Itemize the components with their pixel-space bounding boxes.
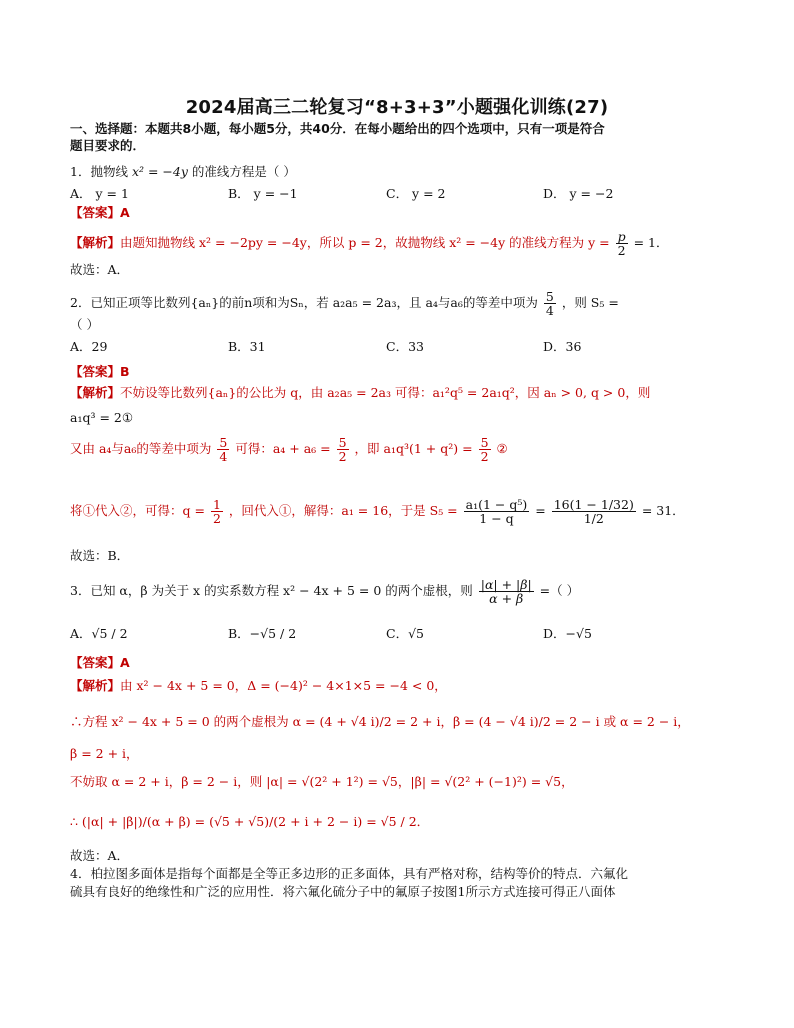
q2-a4-big-n: 16(1 − 1/32) [553,497,634,512]
q2-a4-frac2-n: a₁(1 − q⁵) [465,497,528,512]
q2-a3-fraction3 [479,436,491,463]
q3-stem [70,578,579,605]
q3-option-c: C．√5 [386,626,424,641]
q2-analysis-line3 [70,436,508,463]
q3-frac-d: α + β [489,591,524,607]
q2-a3-fraction2 [337,436,349,463]
q2-answer: 【答案】B [70,364,130,379]
q1-analysis-tag: 【解析】 [70,235,121,251]
q2-a3-frac2-d: 2 [338,449,347,465]
q1-frac-denominator: 2 [617,243,626,259]
q2-stem-line2: （ ） [70,317,99,332]
q3-analysis-line3: β = 2 + i， [70,746,139,761]
q3-analysis-line5: ∴ (|α| + |β|)/(α + β) = (√5 + √5)/(2 + i + 2 − i) = √5 / 2． [70,814,430,829]
q2-a3-text: 又由 a₄与a₆的等差中项为 [70,441,212,457]
q2-a3-frac3-n: 5 [480,435,489,450]
q2-a3-frac-d: 4 [219,449,228,465]
q3-analysis-line2: ∴方程 x² − 4x + 5 = 0 的两个虚根为 α = (4 + √4 i)/2 = 2 + i，β = (4 − √4 i)/2 = 2 − i 或 α = 2 − i， [70,714,690,729]
q1-stem [70,164,296,180]
q3-option-d: D．−√5 [543,626,592,641]
q2-stem-fraction [544,290,556,317]
q2-a4-fraction2 [464,498,530,525]
q3-analysis-text1: 由 x² − 4x + 5 = 0，Δ = (−4)² − 4×1×5 = −4 < 0， [120,678,447,693]
q2-a4-end: = 31． [641,503,685,519]
q2-stem [70,290,619,317]
q2-a4-big-d: 1/2 [583,511,604,527]
q1-option-d: D． y = −2 [543,186,614,201]
q2-analysis-line4 [70,498,685,525]
q1-analysis-end: = 1． [633,235,669,251]
q1-answer: 【答案】A [70,205,130,220]
q1-conclusion: 故选：A． [70,262,130,277]
q2-a3-frac2-n: 5 [338,435,347,450]
q3-stem-text: 3．已知 α，β 为关于 x 的实系数方程 x² − 4x + 5 = 0 的两个虚根，则 [70,583,473,599]
q2-option-b: B．31 [228,339,266,354]
q2-option-d: D．36 [543,339,582,354]
q4-stem-line1: 4．柏拉图多面体是指每个面都是全等正多边形的正多面体，具有严格对称，结构等价的特点．六氟化 [70,866,628,881]
section-heading-line2: 题目要求的． [70,138,146,153]
q2-a3c-text: ，即 a₁q³(1 + q²) = [354,441,473,457]
q3-frac-n: |α| + |β| [480,577,532,592]
q2-a4-big-fraction [552,498,636,525]
q3-analysis-tag: 【解析】 [70,678,121,693]
q2-analysis-tag: 【解析】 [70,385,121,400]
q3-option-b: B．−√5 / 2 [228,626,297,641]
page-title: 2024届高三二轮复习“8+3+3”小题强化训练(27) [185,97,609,118]
q3-answer: 【答案】A [70,655,130,670]
q1-frac-numerator: p [617,229,626,244]
q1-option-c: C． y = 2 [386,186,446,201]
q2-a3b-text: 可得：a₄ + a₆ = [235,441,331,457]
section-heading-line1: 一、选择题：本题共8小题，每小题5分，共40分．在每小题给出的四个选项中，只有一项是符合 [70,121,605,136]
q1-option-a: A． y = 1 [70,186,129,201]
q2-a3-frac-n: 5 [219,435,228,450]
q2-option-c: C．33 [386,339,424,354]
q2-analysis-line2: a₁q³ = 2① [70,410,134,425]
q1-analysis-text: 由题知抛物线 x² = −2py = −4y，所以 p = 2，故抛物线 x² = −4y 的准线方程为 y = [120,235,610,251]
q2-a3-fraction [217,436,229,463]
q2-a4-frac-d: 2 [212,511,221,527]
q1-stem-equation: x² = −4y [131,164,188,179]
q2-conclusion: 故选：B． [70,548,130,563]
q1-stem-suffix: 的准线方程是（ ） [191,164,296,179]
q3-analysis-line1 [70,678,447,694]
q1-option-b: B． y = −1 [228,186,298,201]
q1-analysis [70,230,669,257]
q3-conclusion: 故选：A． [70,848,130,863]
q2-a4-eq: = [535,503,546,519]
q2-option-a: A．29 [70,339,108,354]
q2-frac-numerator: 5 [545,289,554,304]
q2-a4-frac2-d: 1 − q [479,511,514,527]
q2-frac-denominator: 4 [545,303,554,319]
q2-analysis-text1: 不妨设等比数列{aₙ}的公比为 q，由 a₂a₅ = 2a₃ 可得：a₁²q⁵ = 2a₁q²，因 aₙ > 0, q > 0，则 [120,385,651,400]
q2-a4-text: 将①代入②，可得：q = [70,503,205,519]
q3-stem-fraction [479,578,534,605]
q2-a4-fraction [211,498,223,525]
q1-analysis-fraction [616,230,628,257]
q2-a4-frac-n: 1 [212,497,221,512]
q3-analysis-line4: 不妨取 α = 2 + i，β = 2 − i，则 |α| = √(2² + 1²) = √5，|β| = √(2² + (−1)²) = √5， [70,774,574,789]
q3-option-a: A．√5 / 2 [70,626,128,641]
q1-stem-prefix: 1．抛物线 [70,164,128,179]
q3-stem-end: =（ ） [539,583,580,599]
q2-analysis-line1 [70,385,650,401]
q2-stem-text: 2．已知正项等比数列{aₙ}的前n项和为Sₙ，若 a₂a₅ = 2a₃，且 a₄与a₆的等差中项为 [70,295,538,311]
q4-stem-line2: 硫具有良好的绝缘性和广泛的应用性．将六氟化硫分子中的氟原子按图1所示方式连接可得正八面体 [70,884,616,899]
q2-stem-end: ，则 S₅ = [561,295,619,311]
q2-a3-frac3-d: 2 [480,449,489,465]
q2-a4b-text: ，回代入①，解得：a₁ = 16，于是 S₅ = [228,503,458,519]
q2-a3d-text: ② [496,441,508,457]
